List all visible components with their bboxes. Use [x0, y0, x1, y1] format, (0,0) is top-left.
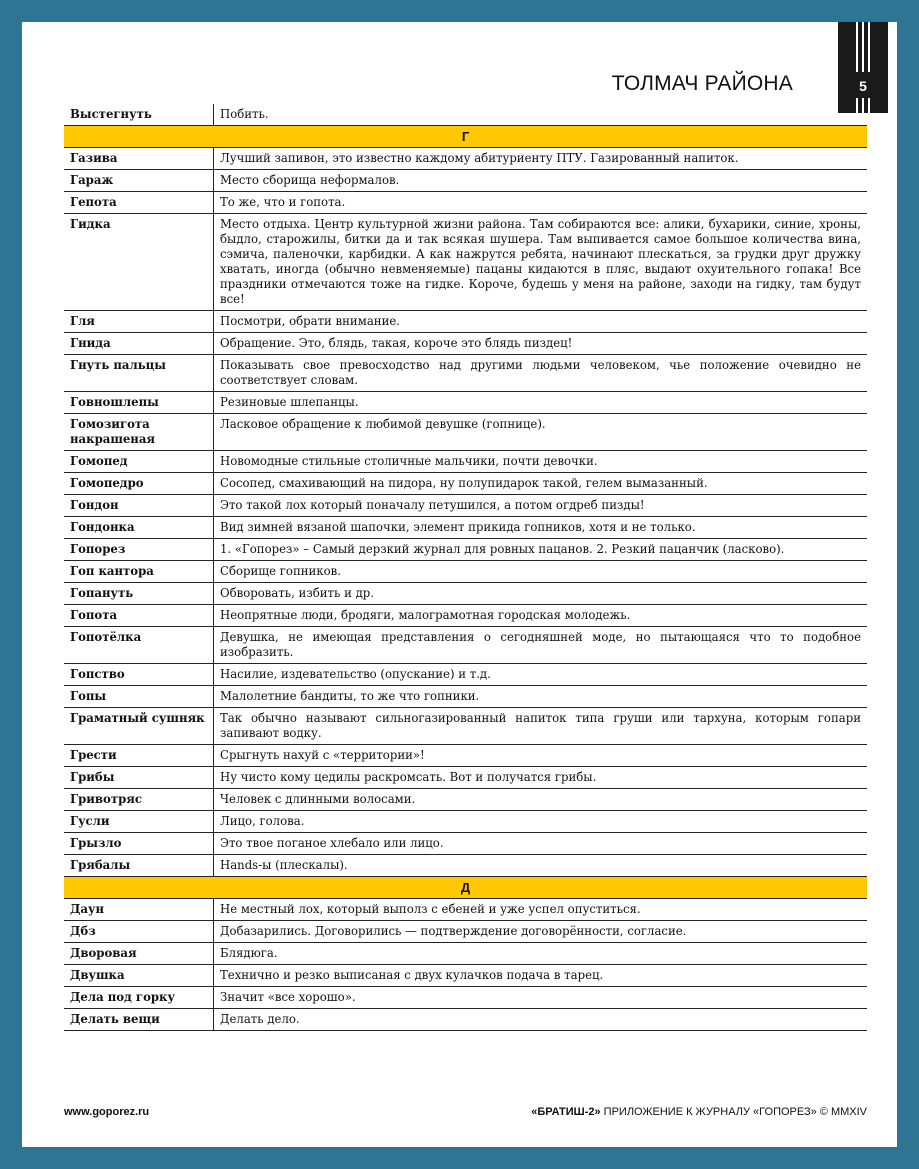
dictionary-entry: [64, 745, 867, 767]
entry-definition: Значит «все хорошо».: [214, 987, 868, 1009]
entry-term: Гопство: [64, 664, 214, 686]
dictionary-entry: [64, 899, 867, 921]
entry-term: Гля: [64, 311, 214, 333]
entry-term: Гопануть: [64, 583, 214, 605]
entry-definition: Лучший запивон, это известно каждому абитуриенту ПТУ. Газированный напиток.: [214, 148, 868, 170]
page-number: 5: [859, 78, 867, 94]
entry-definition: Не местный лох, который выполз с ебеней и уже успел опуститься.: [214, 899, 868, 921]
dictionary-entry: [64, 965, 867, 987]
dictionary-entry: [64, 708, 867, 745]
entry-term: Двушка: [64, 965, 214, 987]
dictionary-entry: [64, 811, 867, 833]
letter-section-header: [64, 126, 867, 148]
entry-definition: Человек с длинными волосами.: [214, 789, 868, 811]
entry-term: Грызло: [64, 833, 214, 855]
footer-credits: [531, 1106, 867, 1118]
dictionary-entry: [64, 517, 867, 539]
entry-definition: Обворовать, избить и др.: [214, 583, 868, 605]
entry-term: Дбз: [64, 921, 214, 943]
dictionary-entry: [64, 1009, 867, 1031]
dictionary-entry: [64, 686, 867, 708]
entry-term: Гусли: [64, 811, 214, 833]
entry-term: Дела под горку: [64, 987, 214, 1009]
entry-term: Гидка: [64, 214, 214, 311]
tab-stripes-top: [856, 22, 870, 72]
entry-definition: Новомодные стильные столичные мальчики, почти девочки.: [214, 451, 868, 473]
entry-term: Делать вещи: [64, 1009, 214, 1031]
entry-definition: Побить.: [214, 104, 868, 126]
dictionary-entry: [64, 333, 867, 355]
entry-term: Гомопед: [64, 451, 214, 473]
entry-definition: Сборище гопников.: [214, 561, 868, 583]
entry-definition: Это такой лох который поначалу петушился, а потом огдреб пизды!: [214, 495, 868, 517]
entry-term: Гопота: [64, 605, 214, 627]
entry-definition: Добазарились. Договорились — подтверждение договорённости, согласие.: [214, 921, 868, 943]
page-number-tab: [838, 22, 888, 113]
entry-term: Гривотряс: [64, 789, 214, 811]
entry-definition: Девушка, не имеющая представления о сегодняшней моде, но пытающаяся что то подобное изобразить.: [214, 627, 868, 664]
footer-website: www.goporez.ru: [64, 1106, 150, 1118]
entry-definition: Обращение. Это, блядь, такая, короче это блядь пиздец!: [214, 333, 868, 355]
dictionary-entry: [64, 605, 867, 627]
dictionary-table: [64, 104, 867, 1031]
dictionary-entry: [64, 392, 867, 414]
entry-definition: Неопрятные люди, бродяги, малограмотная городская молодежь.: [214, 605, 868, 627]
entry-definition: Место сборища неформалов.: [214, 170, 868, 192]
dictionary-entry: [64, 767, 867, 789]
entry-definition: Hands-ы (плескалы).: [214, 855, 868, 877]
dictionary-entry: [64, 192, 867, 214]
dictionary-entry: [64, 355, 867, 392]
entry-term: Граматный сушняк: [64, 708, 214, 745]
entry-definition: 1. «Гопорез» – Самый дерзкий журнал для ровных пацанов. 2. Резкий пацанчик (ласково).: [214, 539, 868, 561]
entry-definition: Лицо, голова.: [214, 811, 868, 833]
entry-term: Гнуть пальцы: [64, 355, 214, 392]
entry-definition: То же, что и гопота.: [214, 192, 868, 214]
entry-definition: Насилие, издевательство (опускание) и т.д.: [214, 664, 868, 686]
dictionary-entry: [64, 414, 867, 451]
entry-term: Гараж: [64, 170, 214, 192]
dictionary-entry: [64, 539, 867, 561]
dictionary-entry: [64, 104, 867, 126]
entry-definition: Место отдыха. Центр культурной жизни района. Там собираются все: алики, бухарики, синие, хроны, быдло, старожилы, битки да и так всякая шушера. Там выпивается самое большое количества вина, сэмича, паленочки, карбидки. А как нажрутся ребята, начинают плескаться, за грудки друг дружку хватать, иногда (обычно невменяемые) пацаны кидаются в пляс, выдают охуительного гопака! Все праздники отмечаются тоже на гидке. Короче, будешь у меня на районе, заходи на гидку, там будут все!: [214, 214, 868, 311]
entry-definition: Показывать свое превосходство над другими людьми человеком, чье положение очевидно не соответствует словам.: [214, 355, 868, 392]
entry-term: Дворовая: [64, 943, 214, 965]
entry-definition: Резиновые шлепанцы.: [214, 392, 868, 414]
footer-tagline: ПРИЛОЖЕНИЕ К ЖУРНАЛУ «ГОПОРЕЗ» © MMXIV: [600, 1106, 867, 1118]
entry-definition: Ну чисто кому цедилы раскромсать. Вот и получатся грибы.: [214, 767, 868, 789]
page-title: ТОЛМАЧ РАЙОНА: [611, 72, 793, 95]
entry-term: Грибы: [64, 767, 214, 789]
section-letter: Г: [64, 126, 867, 148]
entry-definition: Ласковое обращение к любимой девушке (гопнице).: [214, 414, 868, 451]
entry-definition: Делать дело.: [214, 1009, 868, 1031]
entry-term: Гнида: [64, 333, 214, 355]
dictionary-entry: [64, 789, 867, 811]
entry-term: Гомопедро: [64, 473, 214, 495]
section-letter: Д: [64, 877, 867, 899]
entry-term: Грести: [64, 745, 214, 767]
dictionary-entry: [64, 451, 867, 473]
entry-definition: Срыгнуть нахуй с «территории»!: [214, 745, 868, 767]
entry-term: Газива: [64, 148, 214, 170]
entry-term: Выстегнуть: [64, 104, 214, 126]
dictionary-entry: [64, 561, 867, 583]
dictionary-entry: [64, 495, 867, 517]
footer-brand: «БРАТИШ-2»: [531, 1106, 601, 1118]
entry-term: Даун: [64, 899, 214, 921]
entry-definition: Технично и резко выписаная с двух кулачков подача в тарец.: [214, 965, 868, 987]
dictionary-entry: [64, 627, 867, 664]
dictionary-entry: [64, 664, 867, 686]
dictionary-entry: [64, 833, 867, 855]
dictionary-entry: [64, 170, 867, 192]
entry-definition: Вид зимней вязаной шапочки, элемент прикида гопников, хотя и не только.: [214, 517, 868, 539]
entry-term: Гомозигота накрашеная: [64, 414, 214, 451]
entry-definition: Блядюга.: [214, 943, 868, 965]
dictionary-entry: [64, 214, 867, 311]
dictionary-entry: [64, 921, 867, 943]
entry-term: Говношлепы: [64, 392, 214, 414]
entry-definition: Так обычно называют сильногазированный напиток типа груши или тархуна, которым гопари запивают водку.: [214, 708, 868, 745]
entry-definition: Посмотри, обрати внимание.: [214, 311, 868, 333]
entry-term: Гондон: [64, 495, 214, 517]
letter-section-header: [64, 877, 867, 899]
entry-term: Гоп кантора: [64, 561, 214, 583]
dictionary-entry: [64, 855, 867, 877]
entry-term: Гондонка: [64, 517, 214, 539]
entry-term: Гепота: [64, 192, 214, 214]
entry-term: Гопорез: [64, 539, 214, 561]
dictionary-entry: [64, 148, 867, 170]
entry-term: Грябалы: [64, 855, 214, 877]
dictionary-entry: [64, 943, 867, 965]
entry-definition: Малолетние бандиты, то же что гопники.: [214, 686, 868, 708]
entry-definition: Это твое поганое хлебало или лицо.: [214, 833, 868, 855]
entry-definition: Сосопед, смахивающий на пидора, ну полупидарок такой, гелем вымазанный.: [214, 473, 868, 495]
dictionary-entry: [64, 583, 867, 605]
entry-term: Гопы: [64, 686, 214, 708]
entry-term: Гопотёлка: [64, 627, 214, 664]
dictionary-entry: [64, 473, 867, 495]
dictionary-entry: [64, 311, 867, 333]
dictionary-entry: [64, 987, 867, 1009]
